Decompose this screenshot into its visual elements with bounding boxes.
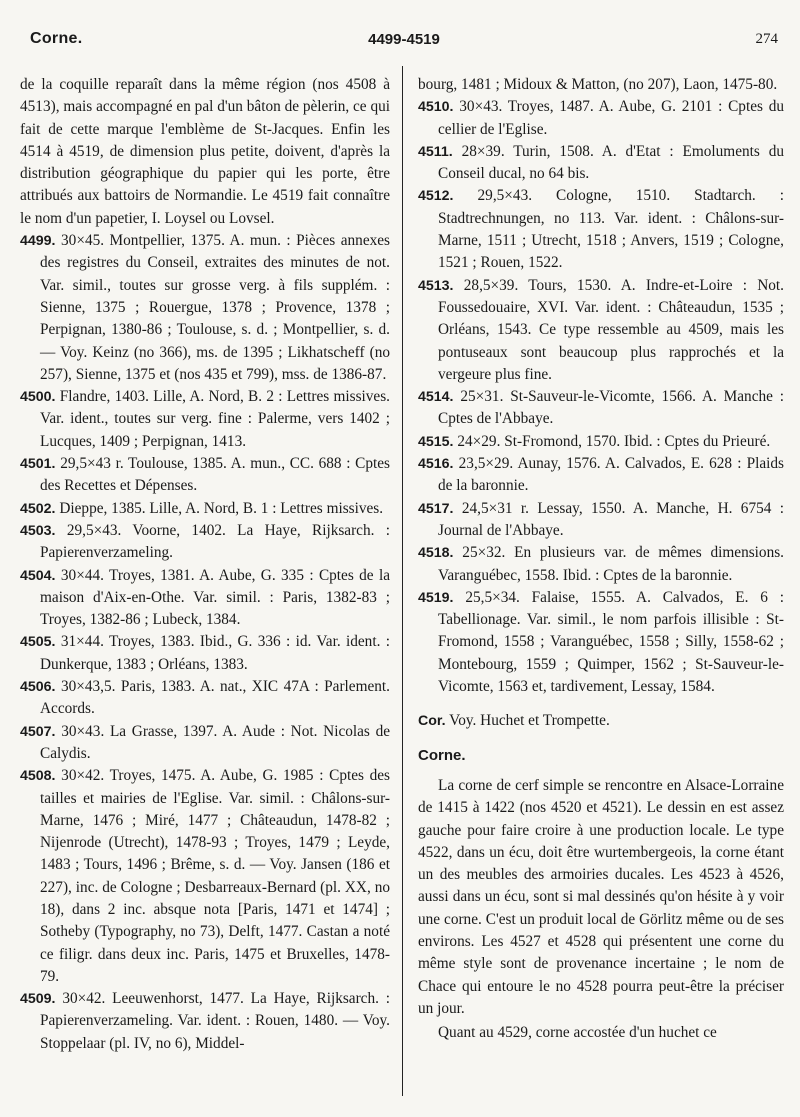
catalog-entry (20, 988, 390, 1055)
entry-number: 4501. (20, 456, 56, 473)
entry-text: 29,5×43 r. Toulouse, 1385. A. mun., CC. 688 : Cptes des Recettes et Dépenses. (40, 455, 391, 495)
cor-text: Voy. Huchet et Trompette. (449, 712, 610, 730)
entry-text: Dieppe, 1385. Lille, A. Nord, B. 1 : Lettres missives. (59, 499, 384, 517)
entry-text: 25×31. St-Sauveur-le-Vicomte, 1566. A. Manche : Cptes de l'Abbaye. (438, 388, 785, 428)
right-entry-list (418, 96, 784, 698)
catalog-entry (20, 631, 390, 676)
entry-text: 29,5×43. Cologne, 1510. Stadtarch. : Stadtrechnungen, no 113. Var. ident. : Châlons-sur-Marne, 1511 ; Utrecht, 1518 ; Anvers, 1519 ; Cologne, 1521 ; Rouen, 1522. (438, 187, 785, 272)
entry-text: 30×42. Troyes, 1475. A. Aube, G. 1985 : Cptes des tailles et mairies de l'Eglise. Var. simil. : Châlons-sur-Marne, 1476 ; Miré, 1477 ; Châteaudun, 1478-82 ; Nijenrode (Utrecht), 1478-93 ; Troyes, 1479 ; Leyde, 1483 ; Tours, 1496 ; Brême, s. d. — Voy. Jansen (186 et 227), inc. de Cologne ; Desbarreaux-Bernard (pl. XX, no 18), dans 2 inc. absque nota [Paris, 1471 et 1474] ; Sotheby (Typography, no 73), Delft, 1477. Castan a noté ce filigr. dans deux inc. Paris, 1475 et Bruxelles, 1478-79. (40, 767, 390, 985)
catalog-entry (20, 765, 390, 988)
entry-text: 28,5×39. Tours, 1530. A. Indre-et-Loire : Not. Foussedouaire, XVI. Var. ident. : Châteaudun, 1535 ; Orléans, 1543. Ce type ressemble au 4509, mais les pontuseaux sont beaucoup plus rapprochés et la vergeure plus fine. (438, 276, 784, 383)
continuation-paragraph: bourg, 1481 ; Midoux & Matton, (no 207), Laon, 1475-80. (418, 76, 778, 93)
entry-text: 29,5×43. Voorne, 1402. La Haye, Rijksarch. : Papierenverzameling. (40, 521, 390, 562)
entry-text: 31×44. Troyes, 1383. Ibid., G. 336 : id. Var. ident. : Dunkerque, 1383 ; Orléans, 1383. (40, 633, 390, 673)
entry-number: 4504. (20, 567, 56, 584)
entry-text: 28×39. Turin, 1508. A. d'Etat : Emoluments du Conseil ducal, no 64 bis. (438, 142, 784, 183)
entry-number: 4509. (20, 991, 56, 1008)
entry-number: 4506. (20, 679, 56, 696)
intro-paragraph: de la coquille reparaît dans la même région (nos 4508 à 4513), mais accompagné en pal d'un bâton de pèlerin, ce qui fait de cette marque l'emblème de St-Jacques. Enfin les 4514 à 4519, de dimension plus petite, doivent, d'après la distribution géographique du papier qui les porte, être attribués aux battoirs de Normandie. Le 4519 fait connaître le nom d'un papetier, I. Loysel ou Lovsel. (20, 76, 390, 227)
catalog-entry (20, 386, 390, 453)
left-entry-list (20, 230, 390, 1055)
catalog-entry (418, 141, 784, 186)
left-column (20, 74, 390, 1055)
catalog-entry (418, 185, 784, 274)
entry-text: 25×32. En plusieurs var. de mêmes dimensions. Varanguébec, 1558. Ibid. : Cptes de la baronnie. (438, 544, 784, 584)
entry-text: 24,5×31 r. Lessay, 1550. A. Manche, H. 6754 : Journal de l'Abbaye. (438, 499, 785, 539)
entry-number: 4514. (418, 389, 454, 406)
section-paragraph: La corne de cerf simple se rencontre en Alsace-Lorraine de 1415 à 1422 (nos 4520 et 4521). Le dessin en est assez gauche pour faire croire à une production locale. Le type 4522, dans un écu, doit être wurtembergeois, la corne étant un des meubles des armoiries ducales. Les 4523 à 4526, aussi dans un écu, sont si mal dessinés qu'on hésite à y voir une corne. C'est un produit local de Görlitz même ou de ses environs. Les 4527 et 4528 qui présentent une corne du même style sont de provenance incertaine ; le nom de Chace qui entoure le no 4528 pourra peut-être la préciser un jour. (418, 776, 784, 1017)
entry-text: 25,5×34. Falaise, 1555. A. Calvados, E. 6 : Tabellionage. Var. simil., le nom parfois illisible : St-Fromond, 1558 ; Varanguébec, 1558 ; Silly, 1558-62 ; Montebourg, 1559 ; Quimper, 1562 ; St-Sauveur-le-Vicomte, 1563 et, tardivement, Lessay, 1584. (438, 588, 784, 696)
page-header (30, 26, 778, 52)
right-column (418, 74, 784, 1044)
header-page-number: 274 (755, 31, 778, 47)
column-divider (402, 66, 403, 1096)
entry-text: 30×43. Troyes, 1487. A. Aube, G. 2101 : Cptes du cellier de l'Eglise. (438, 98, 784, 138)
catalog-entry (418, 542, 784, 587)
entry-number: 4517. (418, 500, 454, 517)
entry-number: 4518. (418, 545, 454, 562)
catalog-entry (418, 453, 784, 498)
entry-text: 30×45. Montpellier, 1375. A. mun. : Pièces annexes des registres du Conseil, extraites des minutes de not. Var. simil., toutes sur grosse verg. à fils supplém. : Sienne, 1375 ; Rouergue, 1378 ; Provence, 1378 ; Perpignan, 1380-86 ; Toulouse, s. d. ; Montpellier, s. d. — Voy. Keinz (no 366), ms. de 1395 ; Likhatscheff (no 257), Sienne, 1375 et (nos 435 et 799), mss. de 1386-87. (40, 232, 390, 383)
catalog-entry (20, 676, 390, 721)
catalog-entry (20, 520, 390, 565)
catalog-entry (20, 565, 390, 632)
catalog-entry (418, 275, 784, 386)
entry-number: 4507. (20, 723, 56, 740)
catalog-entry (20, 230, 390, 386)
entry-number: 4511. (418, 143, 453, 160)
catalog-entry (20, 453, 390, 498)
entry-number: 4516. (418, 456, 454, 473)
entry-number: 4502. (20, 500, 56, 517)
catalog-entry (418, 431, 784, 453)
catalog-entry (418, 96, 784, 141)
entry-text: 30×43,5. Paris, 1383. A. nat., XIC 47A : Parlement. Accords. (40, 678, 391, 718)
entry-number: 4519. (418, 589, 454, 606)
entry-number: 4499. (20, 233, 56, 250)
entry-text: 30×42. Leeuwenhorst, 1477. La Haye, Rijksarch. : Papierenverzameling. Var. ident. : Rouen, 1480. — Voy. Stoppelaar (pl. IV, no 6), Middel- (40, 990, 390, 1052)
catalog-entry (418, 386, 784, 431)
cor-label: Cor. (418, 713, 446, 730)
entry-text: 23,5×29. Aunay, 1576. A. Calvados, E. 628 : Plaids de la baronnie. (438, 455, 784, 495)
entry-number: 4510. (418, 99, 454, 116)
section-heading: Corne. (418, 746, 466, 764)
entry-text: Flandre, 1403. Lille, A. Nord, B. 2 : Lettres missives. Var. ident., toutes sur verg. fine : Palerme, vers 1402 ; Lucques, 1409 ; Perpignan, 1413. (40, 388, 390, 450)
entry-number: 4512. (418, 188, 454, 205)
entry-number: 4508. (20, 768, 56, 785)
catalog-entry (418, 587, 784, 698)
entry-text: 24×29. St-Fromond, 1570. Ibid. : Cptes du Prieuré. (457, 432, 771, 450)
entry-number: 4500. (20, 389, 56, 406)
cor-cross-reference (418, 710, 784, 732)
catalog-entry (20, 721, 390, 766)
entry-number: 4503. (20, 522, 56, 539)
entry-number: 4505. (20, 634, 56, 651)
catalog-entry (418, 498, 784, 543)
header-entry-range: 4499-4519 (368, 31, 440, 48)
entry-text: 30×43. La Grasse, 1397. A. Aude : Not. Nicolas de Calydis. (40, 722, 391, 762)
catalog-entry (20, 498, 390, 520)
header-section-title: Corne. (30, 30, 83, 47)
entry-text: 30×44. Troyes, 1381. A. Aube, G. 335 : Cptes de la maison d'Aix-en-Othe. Var. simil. : Paris, 1382-83 ; Troyes, 1382-86 ; Lubeck, 1384. (40, 566, 390, 629)
entry-number: 4515. (418, 433, 454, 450)
section-paragraph: Quant au 4529, corne accostée d'un huchet ce (438, 1024, 717, 1042)
entry-number: 4513. (418, 277, 454, 294)
